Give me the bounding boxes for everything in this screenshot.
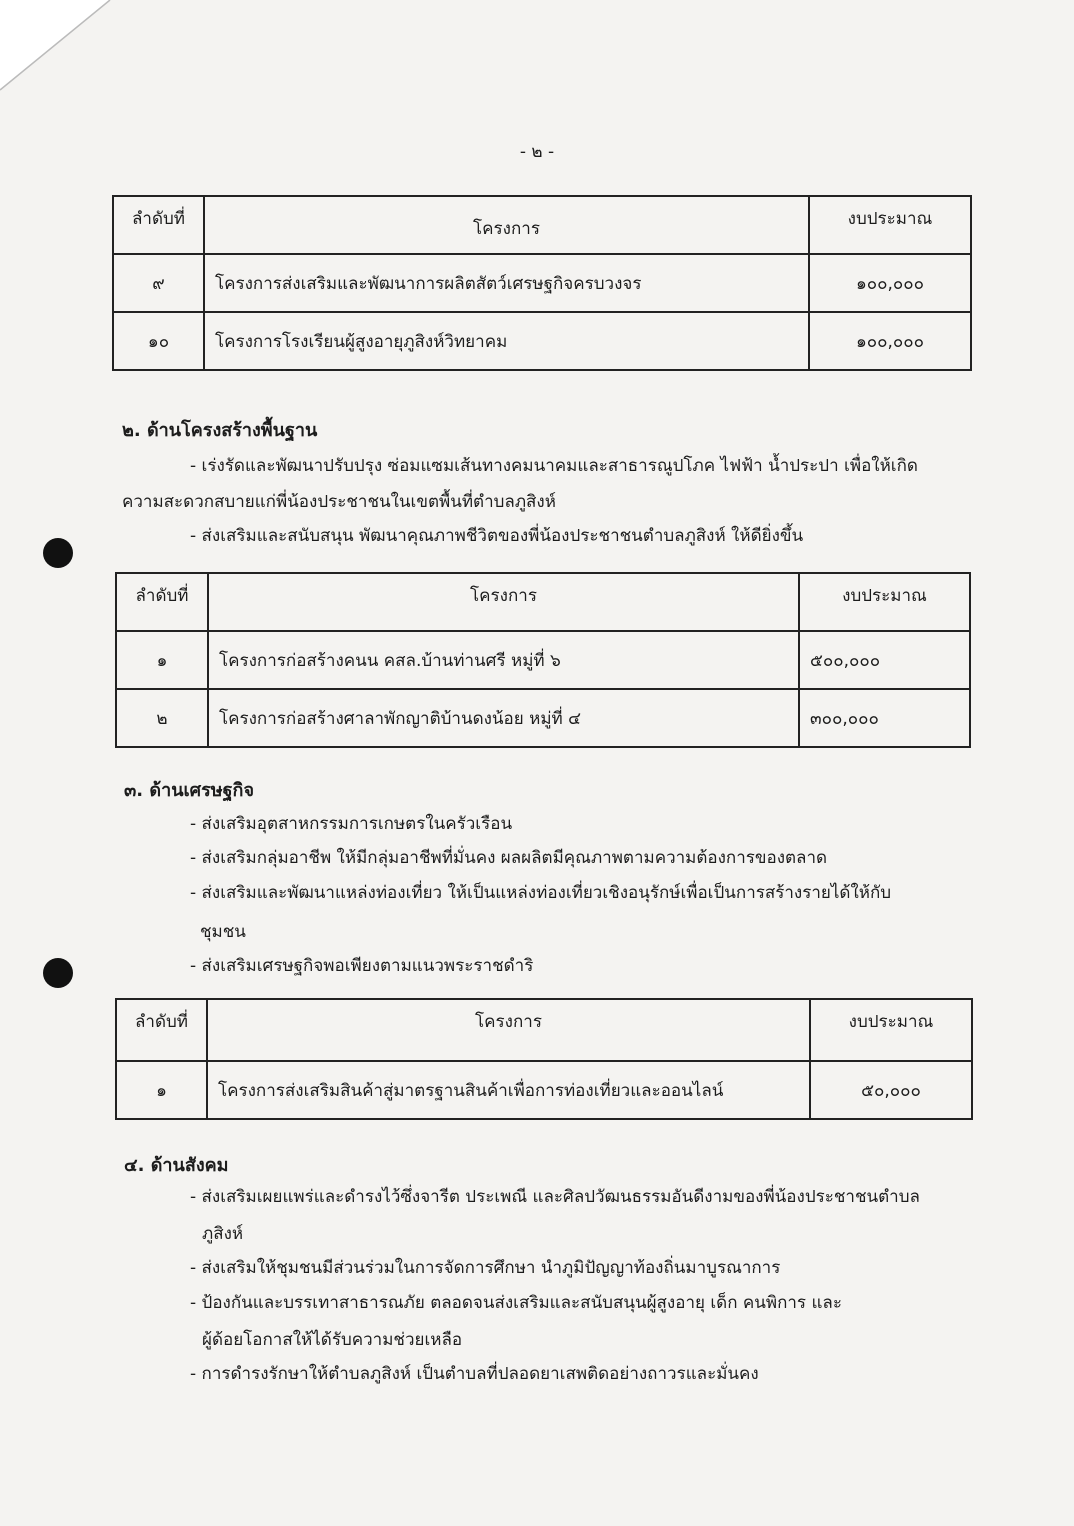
table-row (113, 254, 971, 312)
header-budget: งบประมาณ (810, 999, 972, 1061)
section-heading-economy: ๓. ด้านเศรษฐกิจ (124, 780, 254, 801)
header-no: ลำดับที่ (116, 999, 207, 1061)
header-budget: งบประมาณ (809, 196, 971, 254)
row-no: ๒ (116, 689, 208, 747)
row-no: ๙ (113, 254, 204, 312)
row-budget: ๓๐๐,๐๐๐ (799, 689, 970, 747)
header-project: โครงการ (208, 573, 799, 631)
row-no: ๑๐ (113, 312, 204, 370)
section-line: ผู้ด้อยโอกาสให้ได้รับความช่วยเหลือ (202, 1330, 463, 1350)
section-line: ชุมชน (200, 922, 246, 942)
budget-table-3 (115, 998, 973, 1120)
punch-hole (43, 958, 73, 988)
header-project: โครงการ (207, 999, 810, 1061)
page-number: - ๒ - (519, 142, 555, 162)
table-row (116, 1061, 972, 1119)
row-project: โครงการส่งเสริมสินค้าสู่มาตรฐานสินค้าเพื่อการท่องเที่ยวและออนไลน์ (207, 1061, 810, 1119)
section-line: ความสะดวกสบายแก่พี่น้องประชาชนในเขตพื้นที่ตำบลภูสิงห์ (122, 492, 556, 512)
header-no: ลำดับที่ (116, 573, 208, 631)
table-header-row (113, 196, 971, 254)
section-line: - ส่งเสริมอุตสาหกรรมการเกษตรในครัวเรือน (190, 814, 513, 834)
section-line: - ส่งเสริมเศรษฐกิจพอเพียงตามแนวพระราชดำริ (190, 956, 534, 976)
row-project: โครงการก่อสร้างคนน คสล.บ้านท่านศรี หมู่ที่ ๖ (208, 631, 799, 689)
row-no: ๑ (116, 631, 208, 689)
table-header-row (116, 573, 970, 631)
table-row (116, 631, 970, 689)
section-line: - เร่งรัดและพัฒนาปรับปรุง ซ่อมแซมเส้นทางคมนาคมและสาธารณูปโภค ไฟฟ้า น้ำประปา เพื่อให้เกิด (190, 456, 918, 476)
row-budget: ๑๐๐,๐๐๐ (809, 254, 971, 312)
section-line: ภูสิงห์ (202, 1224, 244, 1244)
section-line: - การดำรงรักษาให้ตำบลภูสิงห์ เป็นตำบลที่ปลอดยาเสพติดอย่างถาวรและมั่นคง (190, 1364, 759, 1384)
section-line: - ส่งเสริมกลุ่มอาชีพ ให้มีกลุ่มอาชีพที่มั่นคง ผลผลิตมีคุณภาพตามความต้องการของตลาด (190, 848, 828, 868)
section-line: - ส่งเสริมและพัฒนาแหล่งท่องเที่ยว ให้เป็นแหล่งท่องเที่ยวเชิงอนุรักษ์เพื่อเป็นการสร้างรายได้ให้กับ (190, 883, 892, 903)
table-row (116, 689, 970, 747)
header-no: ลำดับที่ (113, 196, 204, 254)
row-no: ๑ (116, 1061, 207, 1119)
row-budget: ๕๐๐,๐๐๐ (799, 631, 970, 689)
row-budget: ๕๐,๐๐๐ (810, 1061, 972, 1119)
table-row (113, 312, 971, 370)
section-line: - ส่งเสริมเผยแพร่และดำรงไว้ซึ่งจารีต ประเพณี และศิลปวัฒนธรรมอันดีงามของพี่น้องประชาชนตำบล (190, 1187, 920, 1207)
section-line: - ส่งเสริมให้ชุมชนมีส่วนร่วมในการจัดการศึกษา นำภูมิปัญญาท้องถิ่นมาบูรณาการ (190, 1258, 781, 1278)
table-header-row (116, 999, 972, 1061)
row-project: โครงการโรงเรียนผู้สูงอายุภูสิงห์วิทยาคม (204, 312, 809, 370)
row-project: โครงการก่อสร้างศาลาพักญาติบ้านดงน้อย หมู่ที่ ๔ (208, 689, 799, 747)
budget-table-1 (112, 195, 972, 371)
row-project: โครงการส่งเสริมและพัฒนาการผลิตสัตว์เศรษฐกิจครบวงจร (204, 254, 809, 312)
header-project: โครงการ (204, 196, 809, 254)
budget-table-2 (115, 572, 971, 748)
section-line: - ส่งเสริมและสนับสนุน พัฒนาคุณภาพชีวิตของพี่น้องประชาชนตำบลภูสิงห์ ให้ดียิ่งขึ้น (190, 526, 804, 546)
punch-hole (43, 538, 73, 568)
section-heading-infrastructure: ๒. ด้านโครงสร้างพื้นฐาน (122, 420, 318, 441)
section-heading-society: ๔. ด้านสังคม (124, 1155, 229, 1176)
section-line: - ป้องกันและบรรเทาสาธารณภัย ตลอดจนส่งเสริมและสนับสนุนผู้สูงอายุ เด็ก คนพิการ และ (190, 1293, 842, 1313)
row-budget: ๑๐๐,๐๐๐ (809, 312, 971, 370)
page-corner-fold (0, 0, 120, 100)
header-budget: งบประมาณ (799, 573, 970, 631)
